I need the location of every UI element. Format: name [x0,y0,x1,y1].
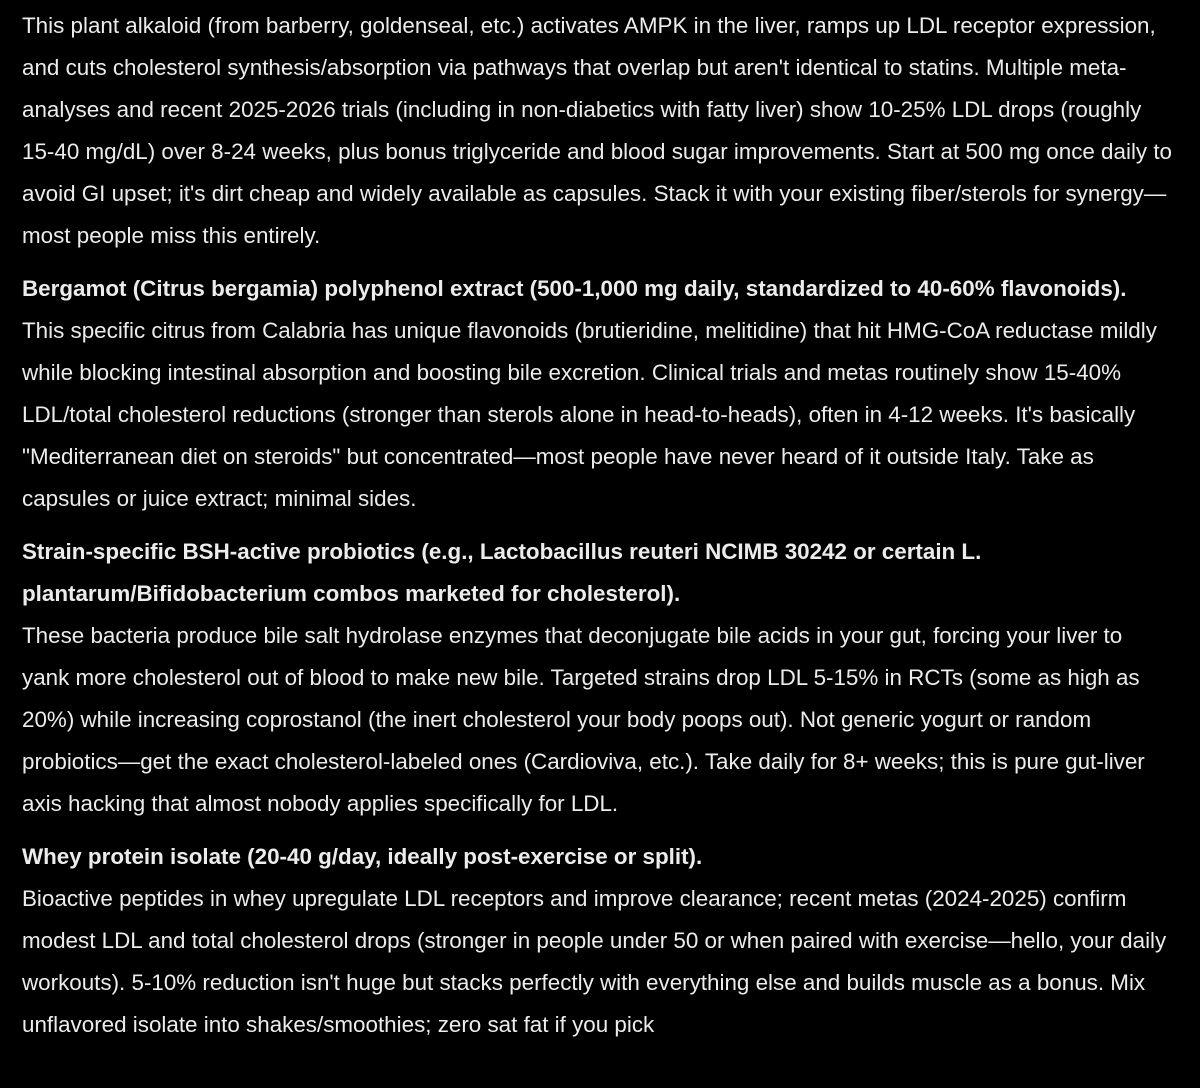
section-body: This plant alkaloid (from barberry, goldenseal, etc.) activates AMPK in the liver, ramps up LDL receptor expression, and cuts cholesterol synthesis/absorption via pathways that overlap but aren't identical to statins. Multiple meta-analyses and recent 2025-2026 trials (including in non-diabetics with fatty liver) show 10-25% LDL drops (roughly 15-40 mg/dL) over 8-24 weeks, plus bonus triglyceride and blood sugar improvements. Start at 500 mg once daily to avoid GI upset; it's dirt cheap and widely available as capsules. Stack it with your existing fiber/sterols for synergy—most people miss this entirely. [22,13,1173,248]
section-bergamot [22,268,1172,520]
section-body: Bioactive peptides in whey upregulate LDL receptors and improve clearance; recent metas (2024-2025) confirm modest LDL and total cholesterol drops (stronger in people under 50 or when paired with exercise—hello, your daily workouts). 5-10% reduction isn't huge but stacks perfectly with everything else and builds muscle as a bonus. Mix unflavored isolate into shakes/smoothies; zero sat fat if you pick [22,886,1167,1037]
section-body: These bacteria produce bile salt hydrolase enzymes that deconjugate bile acids in your gut, forcing your liver to yank more cholesterol out of blood to make new bile. Targeted strains drop LDL 5-15% in RCTs (some as high as 20%) while increasing coprostanol (the inert cholesterol your body poops out). Not generic yogurt or random probiotics—get the exact cholesterol-labeled ones (Cardioviva, etc.). Take daily for 8+ weeks; this is pure gut-liver axis hacking that almost nobody applies specifically for LDL. [22,623,1145,816]
section-heading: Strain-specific BSH-active probiotics (e.g., Lactobacillus reuteri NCIMB 30242 or certain L. plantarum/Bifidobacterium combos marketed for cholesterol). [22,539,982,606]
article-content [22,5,1172,1046]
section-heading: Bergamot (Citrus bergamia) polyphenol extract (500-1,000 mg daily, standardized to 40-60% flavonoids). [22,276,1127,301]
section-probiotics [22,531,1172,825]
section-body: This specific citrus from Calabria has unique flavonoids (brutieridine, melitidine) that hit HMG-CoA reductase mildly while blocking intestinal absorption and boosting bile excretion. Clinical trials and metas routinely show 15-40% LDL/total cholesterol reductions (stronger than sterols alone in head-to-heads), often in 4-12 weeks. It's basically "Mediterranean diet on steroids" but concentrated—most people have never heard of it outside Italy. Take as capsules or juice extract; minimal sides. [22,318,1157,511]
section-heading: Whey protein isolate (20-40 g/day, ideally post-exercise or split). [22,844,703,869]
section-whey-protein [22,836,1172,1046]
section-berberine [22,5,1172,257]
